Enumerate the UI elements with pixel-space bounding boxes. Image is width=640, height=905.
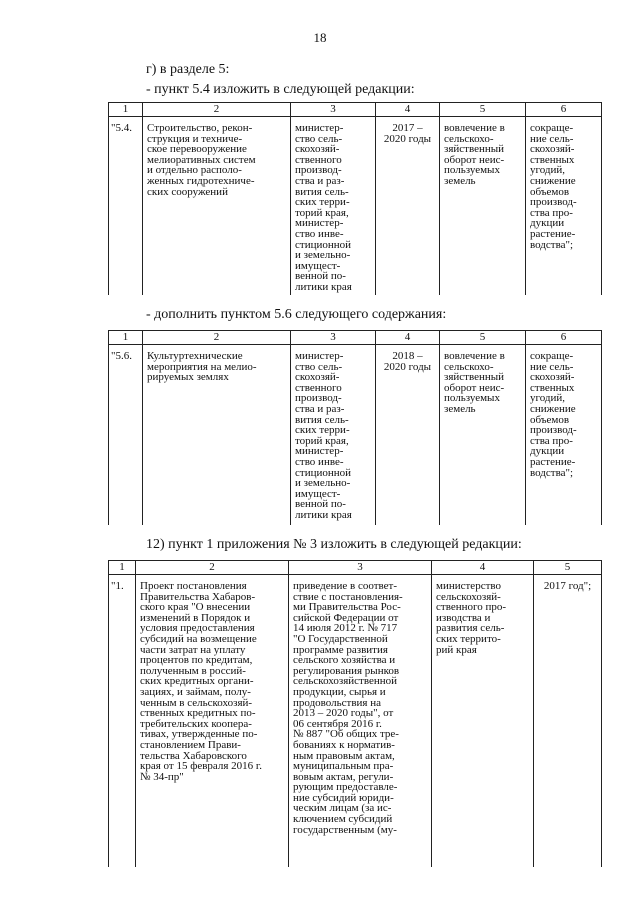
table-5-6 — [108, 330, 602, 525]
consequence: сокраще- ние сель- скохозяй- ственных угодий, снижение объемов производ- ства про- дукции растение- водства"; — [530, 350, 577, 479]
col-header: 4 — [376, 331, 440, 345]
col-header: 5 — [440, 331, 526, 345]
instruction-5-6: - дополнить пунктом 5.6 следующего содержания: — [146, 307, 447, 322]
section-heading: г) в разделе 5: — [146, 62, 230, 77]
col-header: 3 — [291, 103, 376, 117]
measure-name: Культуртехнические мероприятия на мелио- рируемых землях — [147, 350, 257, 384]
table-5-4 — [108, 102, 602, 295]
responsible: министерство сельскохозяй- ственного про- изводства и развития сель- ских террито- рий края — [436, 580, 507, 656]
period: 2017 – 2020 годы — [383, 122, 432, 145]
document-name: Проект постановления Правительства Хабаров- ского края "О внесении изменений в Порядок и условия предоставления субсидий на возмещение части затрат на уплату процентов по кредитам, полученным в россий- ских кредитных органи- зациях, и займам, полу- ченным в сельскохозяй- ственных кредитных по- требительских коопера- тивах, утвержденные по- становлением Прави- тельства Хабаровского края от 15 февраля 2016 г. № 34-пр" — [140, 580, 262, 783]
col-header: 1 — [109, 331, 143, 345]
col-header: 2 — [136, 561, 289, 575]
item-number: "5.4. — [111, 122, 132, 134]
term: 2017 год"; — [543, 580, 592, 592]
col-header: 1 — [109, 103, 143, 117]
col-header: 1 — [109, 561, 136, 575]
instruction-12: 12) пункт 1 приложения № 3 изложить в следующей редакции: — [146, 537, 522, 552]
table-row — [109, 575, 602, 868]
item-number: "1. — [111, 580, 124, 592]
page-number: 18 — [313, 30, 327, 45]
consequence: сокраще- ние сель- скохозяй- ственных угодий, снижение объемов производ- ства про- дукции растение- водства"; — [530, 122, 577, 251]
col-header: 2 — [143, 103, 291, 117]
col-header: 2 — [143, 331, 291, 345]
col-header: 5 — [440, 103, 526, 117]
table-header-row — [109, 561, 602, 575]
table-appendix-3 — [108, 560, 602, 867]
table-header-row — [109, 103, 602, 117]
table-row — [109, 345, 602, 526]
col-header: 6 — [526, 331, 602, 345]
col-header: 4 — [376, 103, 440, 117]
col-header: 3 — [289, 561, 432, 575]
table-header-row — [109, 331, 602, 345]
result: вовлечение в сельскохо- зяйственный оборот неис- пользуемых земель — [444, 122, 505, 187]
col-header: 5 — [534, 561, 602, 575]
measure-name: Строительство, рекон- струкция и техниче- ское перевооружение мелиоративных систем и отдельно располо- женных гидротехниче- ских сооружений — [147, 122, 256, 198]
justification: приведение в соответ- ствие с постановления- ми Правительства Рос- сийской Федерации от 14 июля 2012 г. № 717 "О Государственной программе развития сельского хозяйства и регулирования рынков сельскохозяйственной продукции, сырья и продовольствия на 2013 – 2020 годы", от 06 сентября 2016 г. № 887 "Об общих тре- бованиях к норматив- ным правовым актам, муниципальным пра- вовым актам, регули- рующим предоставле- ние субсидий юриди- ческим лицам (за ис- ключением субсидий государственным (му- — [293, 580, 403, 836]
executor: министер- ство сель- скохозяй- ственного производ- ства и раз- вития сель- ских терри- торий края, министер- ство инве- стиционной и земельно- имущест- венной по- литики края — [295, 350, 352, 521]
result: вовлечение в сельскохо- зяйственный оборот неис- пользуемых земель — [444, 350, 505, 415]
col-header: 4 — [432, 561, 534, 575]
instruction-5-4: - пункт 5.4 изложить в следующей редакции: — [146, 82, 415, 97]
col-header: 3 — [291, 331, 376, 345]
executor: министер- ство сель- скохозяй- ственного производ- ства и раз- вития сель- ских терри- торий края, министер- ство инве- стиционной и земельно- имущест- венной по- литики края — [295, 122, 352, 293]
period: 2018 – 2020 годы — [383, 350, 432, 373]
item-number: "5.6. — [111, 350, 132, 362]
table-row — [109, 117, 602, 296]
col-header: 6 — [526, 103, 602, 117]
